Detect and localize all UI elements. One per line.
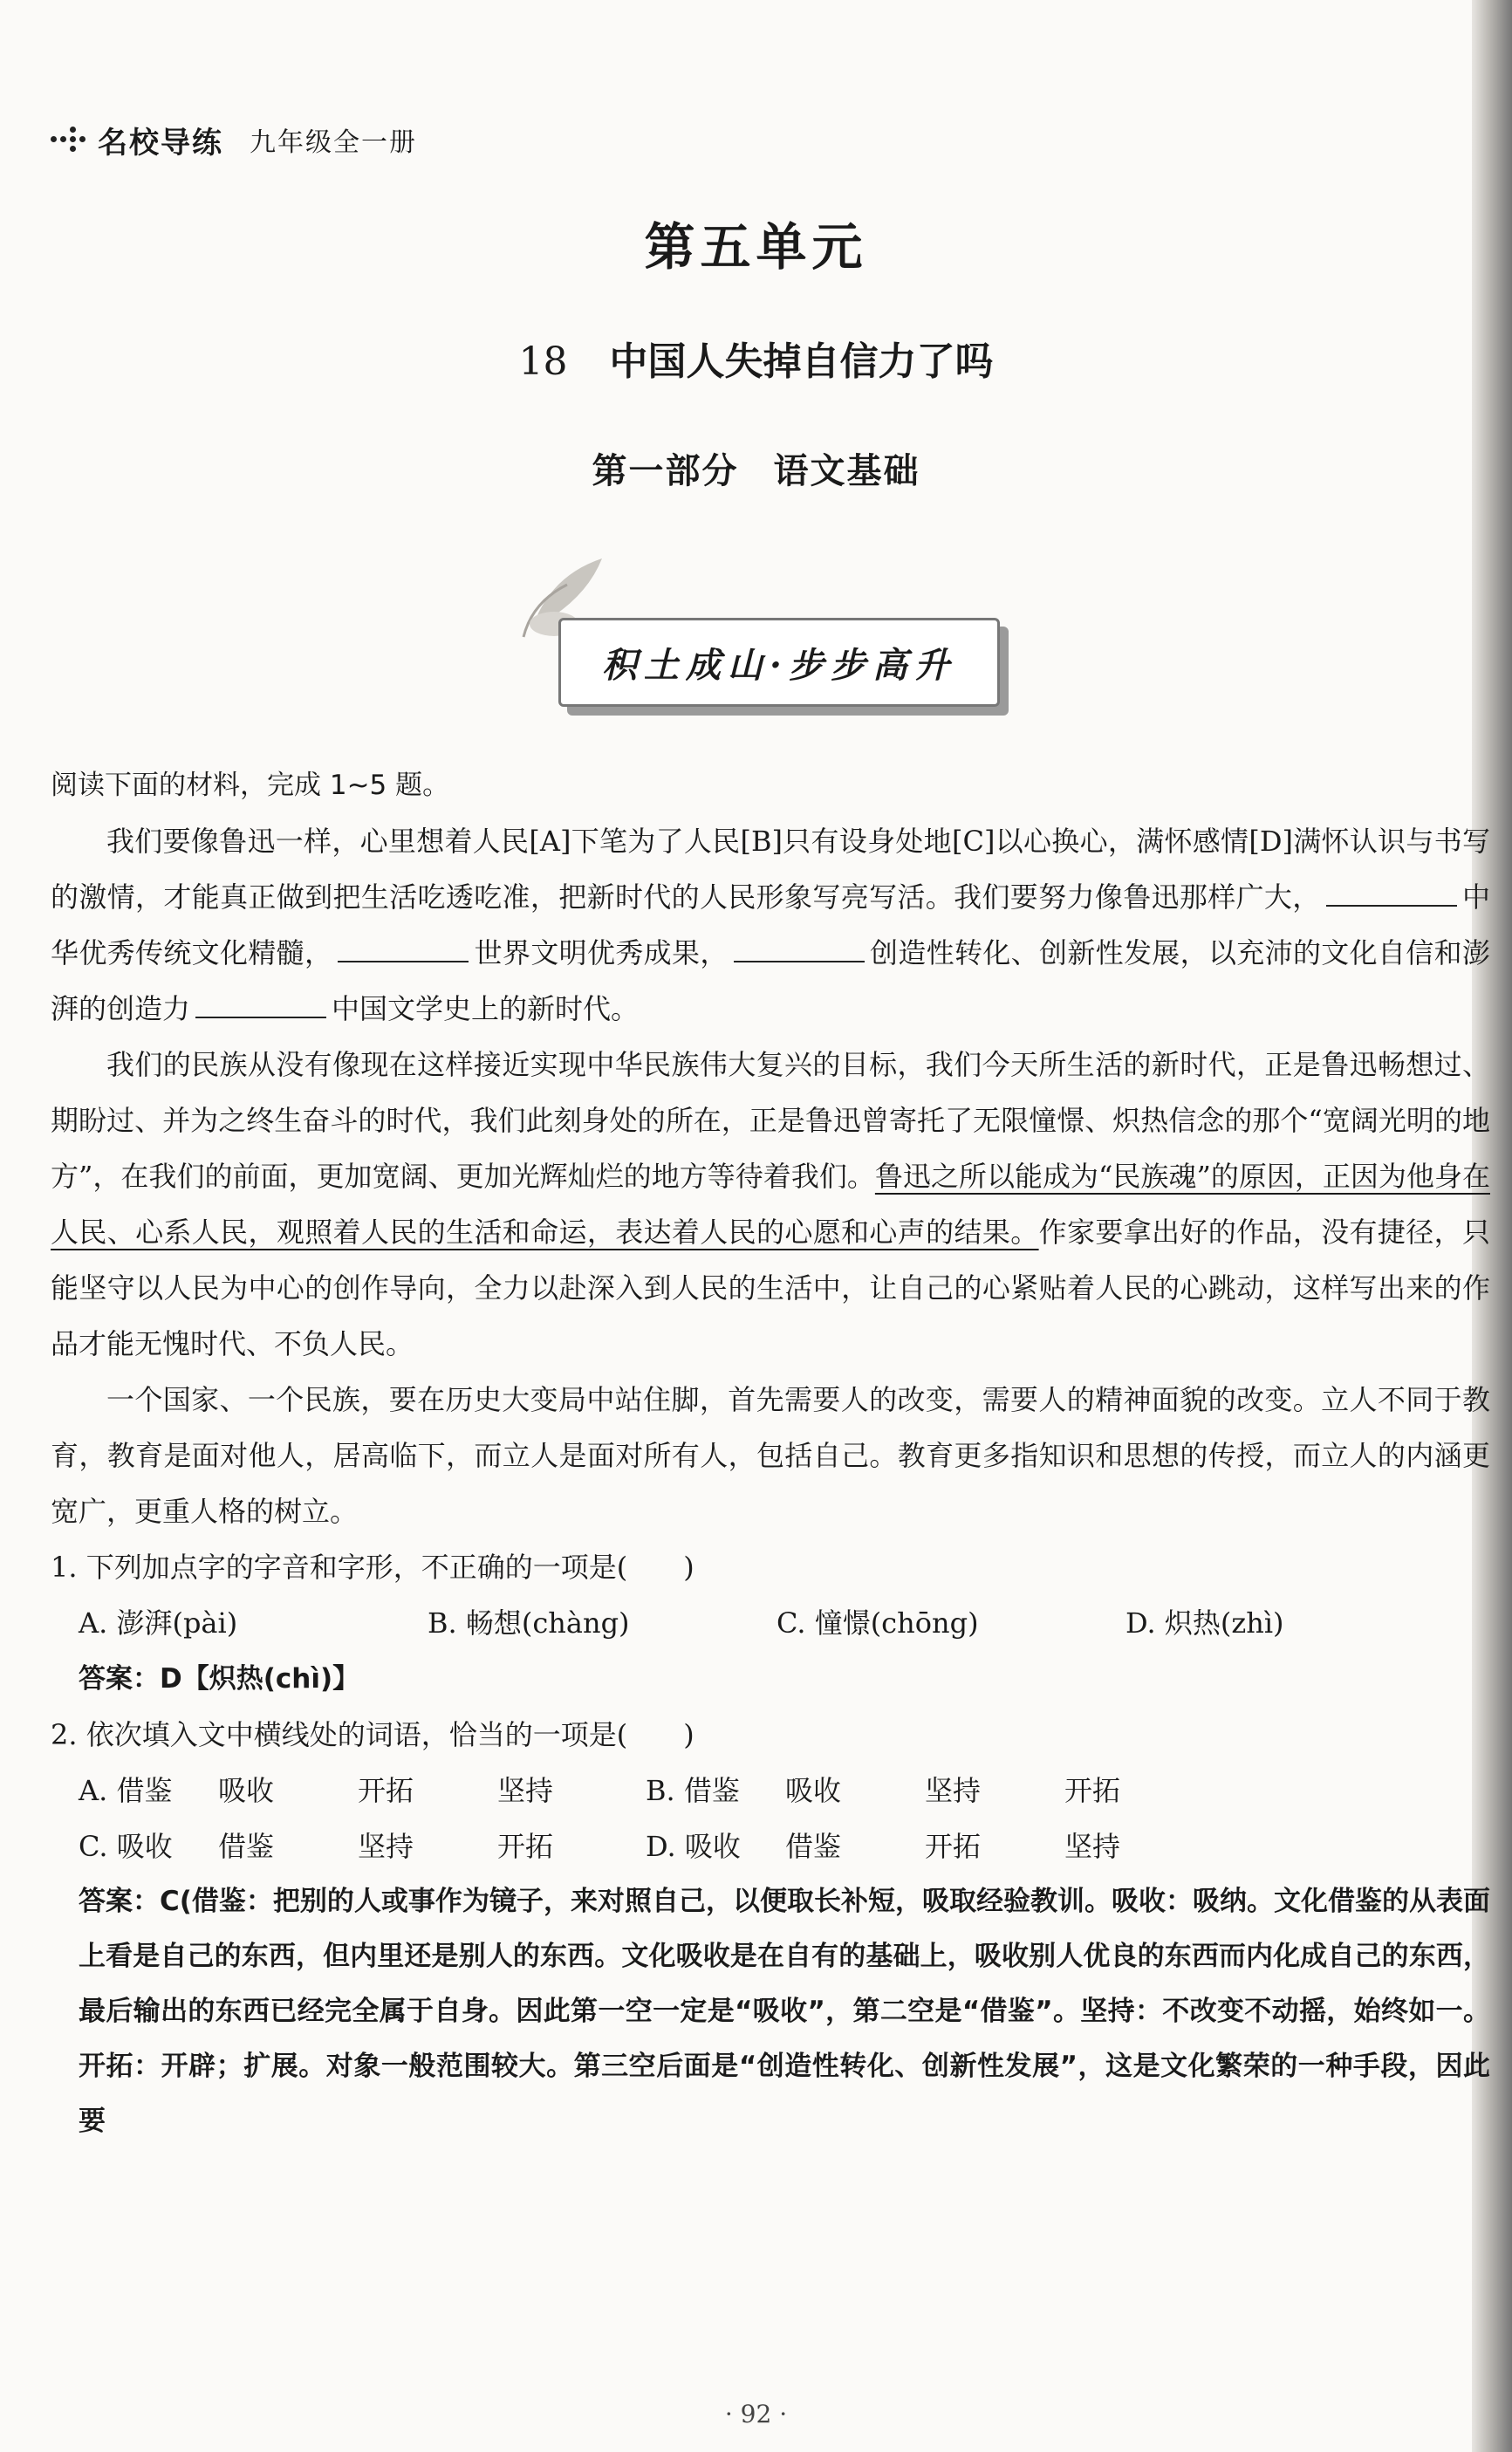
question-1-stem: 1. 下列加点字的字音和字形，不正确的一项是( ) — [51, 1551, 694, 1584]
para2-text-b: 作家要拿出好的作品，没有捷径，只能坚守以人民为中心的创作导向，全力以赴深入到人民的生活中，让自己的心紧贴着人民的心跳动，这样写出来的作品才能无愧时代、不负人民。 — [51, 1216, 1490, 1360]
option-a[interactable]: A. 澎湃(pài) — [79, 1606, 238, 1640]
grade-label: 九年级全一册 — [250, 127, 417, 158]
section-banner — [558, 618, 1021, 712]
reading-instruction: 阅读下面的材料，完成 1~5 题。 — [51, 770, 450, 801]
option-a-word-1[interactable]: A. 借鉴 — [79, 1774, 173, 1807]
underlined-sentence: 鲁迅之所以能成为“民族魂”的原因，正因为他身在人民、心系人民，观照着人民的生活和命运，表达着人民的心愿和心声的结果。 — [51, 1160, 1490, 1249]
question-1-options — [79, 1595, 1490, 1651]
option-b-word-3: 坚持 — [925, 1774, 982, 1807]
option-b-word-1[interactable]: B. 借鉴 — [646, 1774, 740, 1807]
option-a-word-3: 开拓 — [358, 1774, 414, 1807]
paragraph-2 — [51, 1037, 1490, 1372]
option-b-word-4: 开拓 — [1064, 1774, 1121, 1807]
question-2-answer: 答案：C(借鉴：把别的人或事作为镜子，来对照自己，以便取长补短，吸取经验教训。吸收：吸纳。文化借鉴的从表面上看是自己的东西，但内里还是别人的东西。文化吸收是在自有的基础上，吸收别人优良的东西而内化成自己的东西，最后输出的东西已经完全属于自身。因此第一空一定是“吸收”，第二空是“借鉴”。坚持：不改变不动摇，始终如一。开拓：开辟；扩展。对象一般范围较大。第三空后面是“创造性转化、创新性发展”，这是文化繁荣的一种手段，因此要 — [79, 1886, 1490, 2137]
fill-blank-1[interactable] — [1326, 904, 1457, 907]
part-label: 第一部分 — [592, 451, 739, 491]
paragraph-1 — [51, 813, 1490, 1037]
option-c-word-2: 借鉴 — [218, 1830, 275, 1863]
para1-text-b: 中华优秀传统文化精髓， — [51, 880, 1490, 969]
part-title — [0, 443, 1512, 493]
option-c-word-3: 坚持 — [358, 1830, 414, 1863]
series-brand: 名校导练 — [98, 125, 223, 161]
fill-blank-2[interactable] — [338, 960, 469, 962]
option-d-word-4: 坚持 — [1064, 1830, 1121, 1863]
banner-box — [558, 618, 1000, 707]
question-2-options-row-2 — [79, 1818, 1490, 1874]
fill-blank-4[interactable] — [195, 1016, 326, 1018]
question-2-options-row-1 — [79, 1763, 1490, 1818]
para2-text-a: 我们的民族从没有像现在这样接近实现中华民族伟大复兴的目标，我们今天所生活的新时代，正是鲁迅畅想过、期盼过、并为之终生奋斗的时代，我们此刻身处的所在，正是鲁迅曾寄托了无限憧憬、炽热信念的那个“宽阔光明的地方”，在我们的前面，更加宽阔、更加光辉灿烂的地方等待着我们。 — [51, 1048, 1490, 1193]
paragraph-3: 一个国家、一个民族，要在历史大变局中站住脚，首先需要人的改变，需要人的精神面貌的改变。立人不同于教育，教育是面对他人，居高临下，而立人是面对所有人，包括自己。教育更多指知识和思想的传授，而立人的内涵更宽广，更重人格的树立。 — [51, 1383, 1490, 1528]
para1-text-a: 我们要像鲁迅一样，心里想着人民[A]下笔为了人民[B]只有设身处地[C]以心换心，满怀感情[D]满怀认识与书写的激情，才能真正做到把生活吃透吃准，把新时代的人民形象写亮写活。我们要努力像鲁迅那样广大， — [51, 825, 1490, 914]
question-1-answer: 答案：D【炽热(chì)】 — [79, 1663, 360, 1695]
option-b-word-2: 吸收 — [785, 1774, 842, 1807]
option-c[interactable]: C. 憧憬(chōng) — [777, 1606, 979, 1640]
lesson-name: 中国人失掉自信力了吗 — [609, 339, 994, 384]
option-d[interactable]: D. 炽热(zhì) — [1125, 1606, 1284, 1640]
page-number: · 92 · — [724, 2400, 788, 2428]
option-d-word-3: 开拓 — [925, 1830, 982, 1863]
question-2-stem: 2. 依次填入文中横线处的词语，恰当的一项是( ) — [51, 1718, 694, 1751]
option-d-word-2: 借鉴 — [785, 1830, 842, 1863]
option-d-word-1[interactable]: D. 吸收 — [646, 1830, 741, 1863]
fill-blank-3[interactable] — [734, 960, 865, 962]
lesson-number: 18 — [518, 339, 568, 384]
article-body — [51, 757, 1490, 2149]
option-c-word-4: 开拓 — [497, 1830, 554, 1863]
para1-text-d: 创造性转化、创新性发展，以充沛的文化自信和澎湃的创造力 — [51, 936, 1490, 1025]
option-b[interactable]: B. 畅想(chàng) — [428, 1606, 630, 1640]
lesson-title — [0, 330, 1512, 386]
running-header — [51, 120, 417, 159]
option-c-word-1[interactable]: C. 吸收 — [79, 1830, 173, 1863]
dots-logo-icon — [51, 127, 87, 154]
option-a-word-2: 吸收 — [218, 1774, 275, 1807]
para1-text-c: 世界文明优秀成果， — [474, 936, 729, 969]
banner-text: 积土成山·步步高升 — [602, 644, 956, 686]
option-a-word-4: 坚持 — [497, 1774, 554, 1807]
unit-title: 第五单元 — [644, 217, 868, 277]
part-name: 语文基础 — [773, 451, 920, 491]
para1-text-e: 中国文学史上的新时代。 — [332, 992, 640, 1025]
